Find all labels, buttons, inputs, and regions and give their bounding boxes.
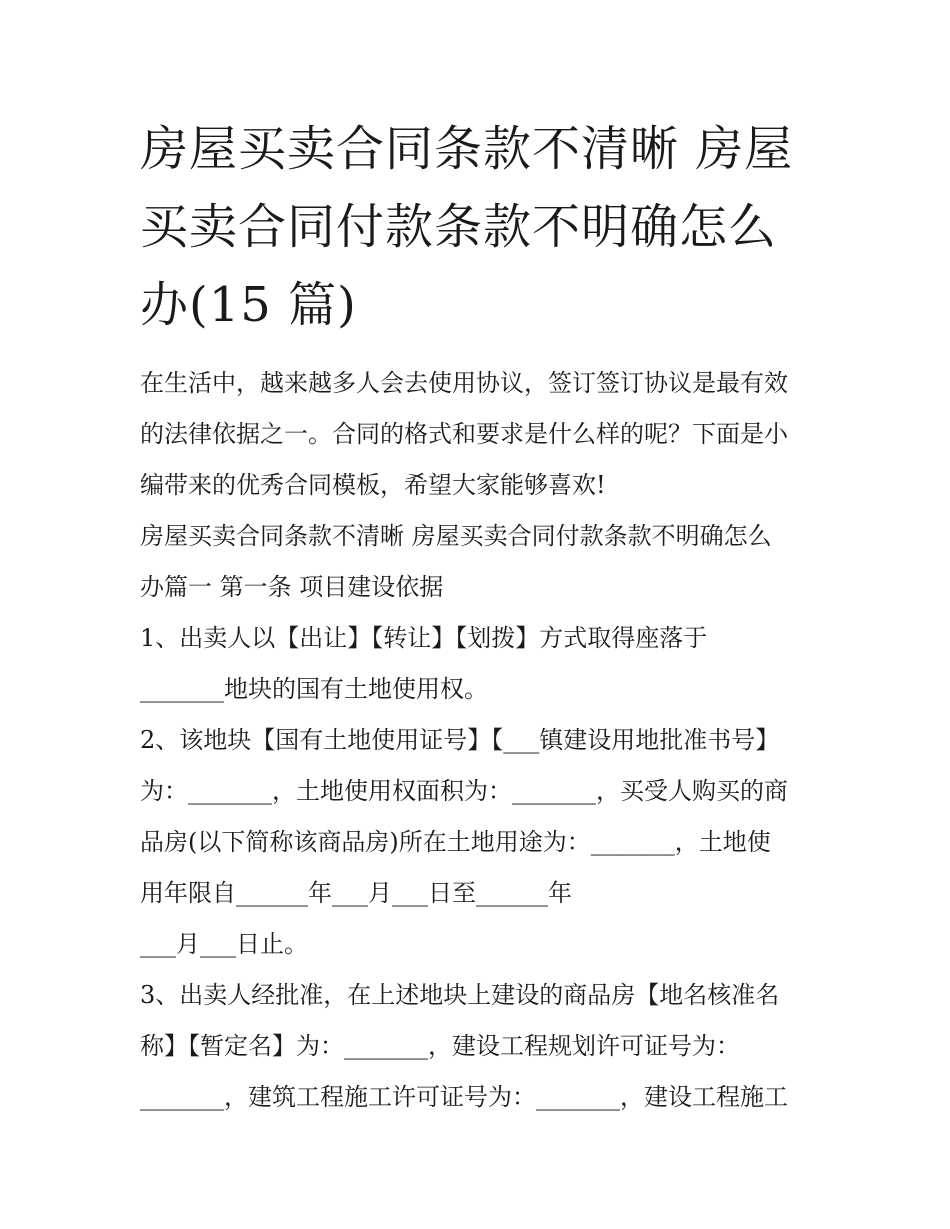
text-line: 办篇一 第一条 项目建设依据 — [140, 573, 444, 601]
document-title — [140, 110, 820, 344]
text-line: 称】【暂定名】为：_______，建设工程规划许可证号为： — [140, 1032, 740, 1060]
title-line: 办(15 篇) — [140, 277, 357, 333]
text-line: 为：_______，土地使用权面积为：_______，买受人购买的商 — [140, 777, 788, 805]
clause-1-paragraph — [140, 613, 820, 715]
text-line: 编带来的优秀合同模板，希望大家能够喜欢! — [140, 471, 606, 499]
text-line: 品房(以下简称该商品房)所在土地用途为：_______，土地使 — [140, 828, 771, 856]
text-line: 3、出卖人经批准，在上述地块上建设的商品房【地名核准名 — [140, 981, 780, 1009]
text-line: 在生活中，越来越多人会去使用协议，签订签订协议是最有效 — [140, 369, 788, 397]
clause-2-paragraph — [140, 715, 820, 970]
text-line: 1、出卖人以【出让】【转让】【划拨】方式取得座落于 — [140, 624, 708, 652]
text-line: 2、该地块【国有土地使用证号】【___镇建设用地批准书号】 — [140, 726, 780, 754]
text-line: 房屋买卖合同条款不清晰 房屋买卖合同付款条款不明确怎么 — [140, 522, 772, 550]
document-body — [140, 358, 820, 1123]
text-line: 的法律依据之一。合同的格式和要求是什么样的呢？下面是小 — [140, 420, 788, 448]
document-page — [140, 110, 820, 1123]
text-line: _______地块的国有土地使用权。 — [140, 675, 488, 703]
section-heading-paragraph — [140, 511, 820, 613]
clause-3-paragraph — [140, 970, 820, 1123]
intro-paragraph — [140, 358, 820, 511]
text-line: ___月___日止。 — [140, 930, 308, 958]
text-line: _______，建筑工程施工许可证号为：_______，建设工程施工 — [140, 1083, 788, 1111]
text-line: 用年限自______年___月___日至______年 — [140, 879, 572, 907]
title-line: 房屋买卖合同条款不清晰 房屋 — [140, 121, 794, 177]
title-line: 买卖合同付款条款不明确怎么 — [140, 199, 778, 255]
